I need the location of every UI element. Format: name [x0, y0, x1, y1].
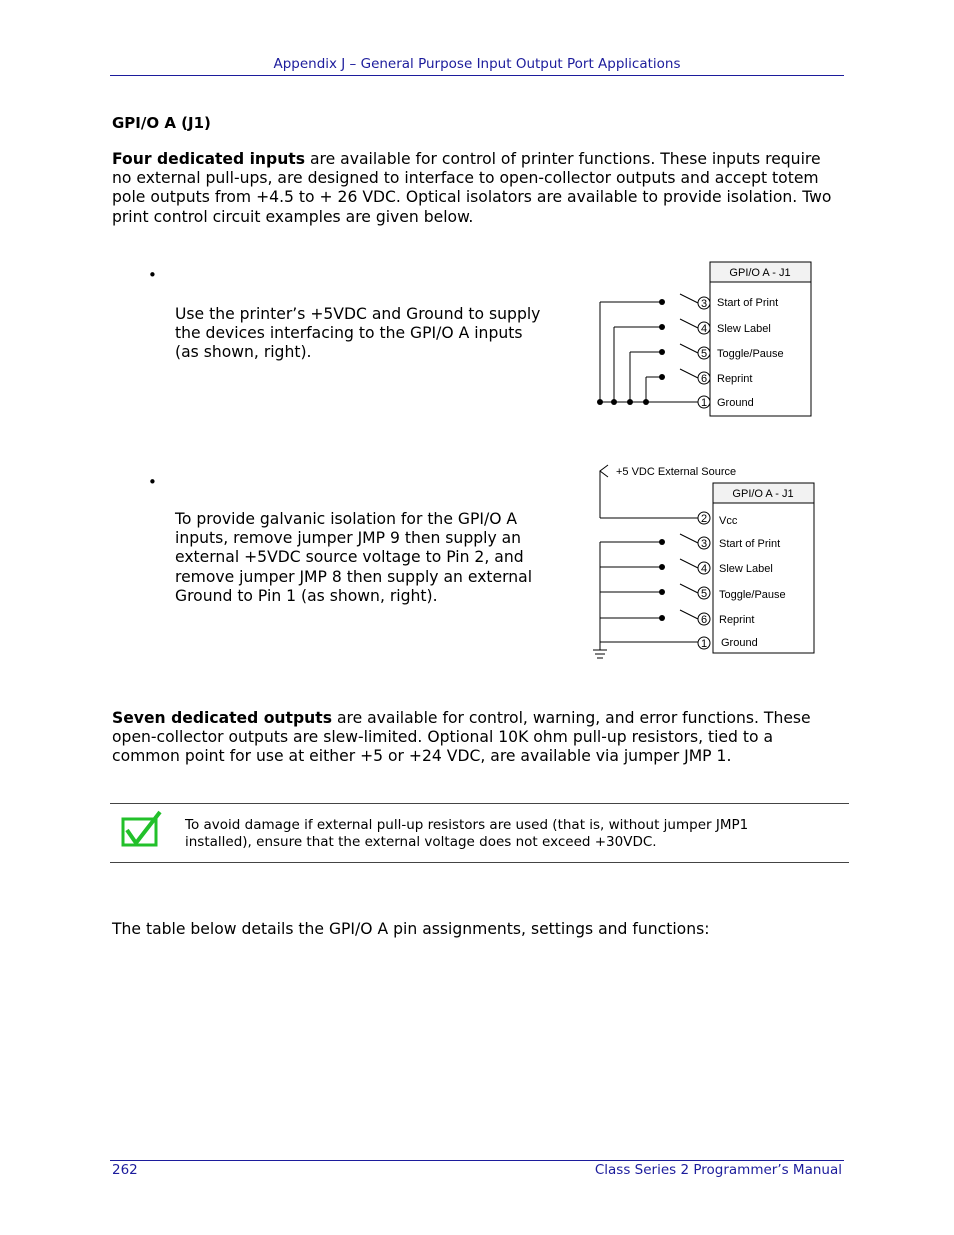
diagram2-pin-num: 6	[700, 614, 708, 626]
note-line-2: installed), ensure that the external voltage does not exceed +30VDC.	[185, 834, 657, 850]
diagram1-pin-label: Reprint	[717, 373, 753, 385]
diagram1-pin-num: 6	[700, 373, 708, 385]
diagram-2-pin-circles	[698, 512, 710, 649]
diagram2-source-label: +5 VDC External Source	[616, 466, 737, 478]
diagram2-pin-num: 2	[700, 513, 708, 525]
example1-line: (as shown, right).	[175, 343, 312, 362]
intro-line-2: no external pull-ups, are designed to interface to open-collector outputs and accept totem	[112, 169, 819, 188]
outputs-line-1: are available for control, warning, and error functions. These	[331, 709, 811, 727]
diagram2-pin-label: Start of Print	[719, 538, 781, 550]
running-header: Appendix J – General Purpose Input Output Port Applications	[273, 56, 681, 72]
diagram-1	[600, 262, 811, 416]
diagram1-pin-label: Toggle/Pause	[717, 348, 784, 360]
example2-line: external +5VDC source voltage to Pin 2, and	[175, 548, 524, 567]
diagram1-pin-num: 4	[700, 323, 708, 335]
diagram1-pin-num: 1	[700, 397, 708, 409]
diagram2-pin-label: Ground	[721, 637, 758, 649]
note-check-icon	[123, 812, 160, 845]
outputs-paragraph	[112, 709, 847, 767]
diagram2-pin-num: 4	[700, 563, 708, 575]
diagram1-pin-label: Slew Label	[717, 323, 771, 335]
diagram1-title: GPI/O A - J1	[729, 267, 791, 279]
diagram1-pin-label: Start of Print	[717, 297, 779, 309]
diagram-2-nodes	[659, 539, 665, 621]
intro-line-1: are available for control of printer functions. These inputs require	[305, 150, 821, 168]
diagram2-pin-label: Slew Label	[719, 563, 773, 575]
diagram1-pin-label: Ground	[717, 397, 754, 409]
example2-line: Ground to Pin 1 (as shown, right).	[175, 586, 438, 605]
example2-line: inputs, remove jumper JMP 9 then supply an	[175, 529, 522, 548]
page-number: 262	[112, 1162, 138, 1178]
intro-bold: Four dedicated inputs	[112, 150, 306, 168]
outputs-line-3: common point for use at either +5 or +24 VDC, are available via jumper JMP 1.	[112, 747, 732, 766]
intro-line-4: print control circuit examples are given below.	[112, 207, 474, 226]
example2-line: To provide galvanic isolation for the GPI/O A	[175, 510, 518, 528]
diagram2-title: GPI/O A - J1	[732, 488, 794, 500]
outputs-line-2: open-collector outputs are slew-limited. Optional 10K ohm pull-up resistors, tied to a	[112, 728, 774, 747]
note-text	[185, 817, 825, 851]
example1-line: the devices interfacing to the GPI/O A inputs	[175, 324, 523, 343]
diagram2-pin-label: Toggle/Pause	[719, 589, 786, 601]
example2-text	[175, 510, 550, 606]
diagram2-pin-label: Reprint	[719, 614, 755, 626]
bullet-1: •	[148, 266, 157, 284]
note-top-rule	[110, 803, 849, 804]
diagram1-pin-num: 5	[700, 348, 708, 360]
example2-line: remove jumper JMP 8 then supply an external	[175, 567, 533, 586]
diagram1-pin-num: 3	[700, 298, 708, 310]
footer-rule	[110, 1160, 844, 1161]
diagram2-pin-num: 5	[700, 588, 708, 600]
manual-title: Class Series 2 Programmer’s Manual	[594, 1162, 842, 1178]
section-title: GPI/O A (J1)	[112, 114, 211, 132]
intro-line-3: pole outputs from +4.5 to + 26 VDC. Optical isolators are available to provide isolation. Two	[112, 188, 832, 207]
note-line-1: To avoid damage if external pull-up resistors are used (that is, without jumper JMP1	[185, 817, 749, 833]
example1-line: Use the printer’s +5VDC and Ground to supply	[175, 305, 541, 323]
table-intro: The table below details the GPI/O A pin assignments, settings and functions:	[112, 920, 710, 938]
diagram2-pin-num: 1	[700, 638, 708, 650]
bullet-2: •	[148, 473, 157, 491]
diagram2-pin-num: 3	[700, 538, 708, 550]
diagram2-pin-label: Vcc	[719, 515, 738, 527]
outputs-bold: Seven dedicated outputs	[112, 709, 332, 727]
connector-box-1	[710, 262, 811, 416]
note-bottom-rule	[110, 862, 849, 863]
